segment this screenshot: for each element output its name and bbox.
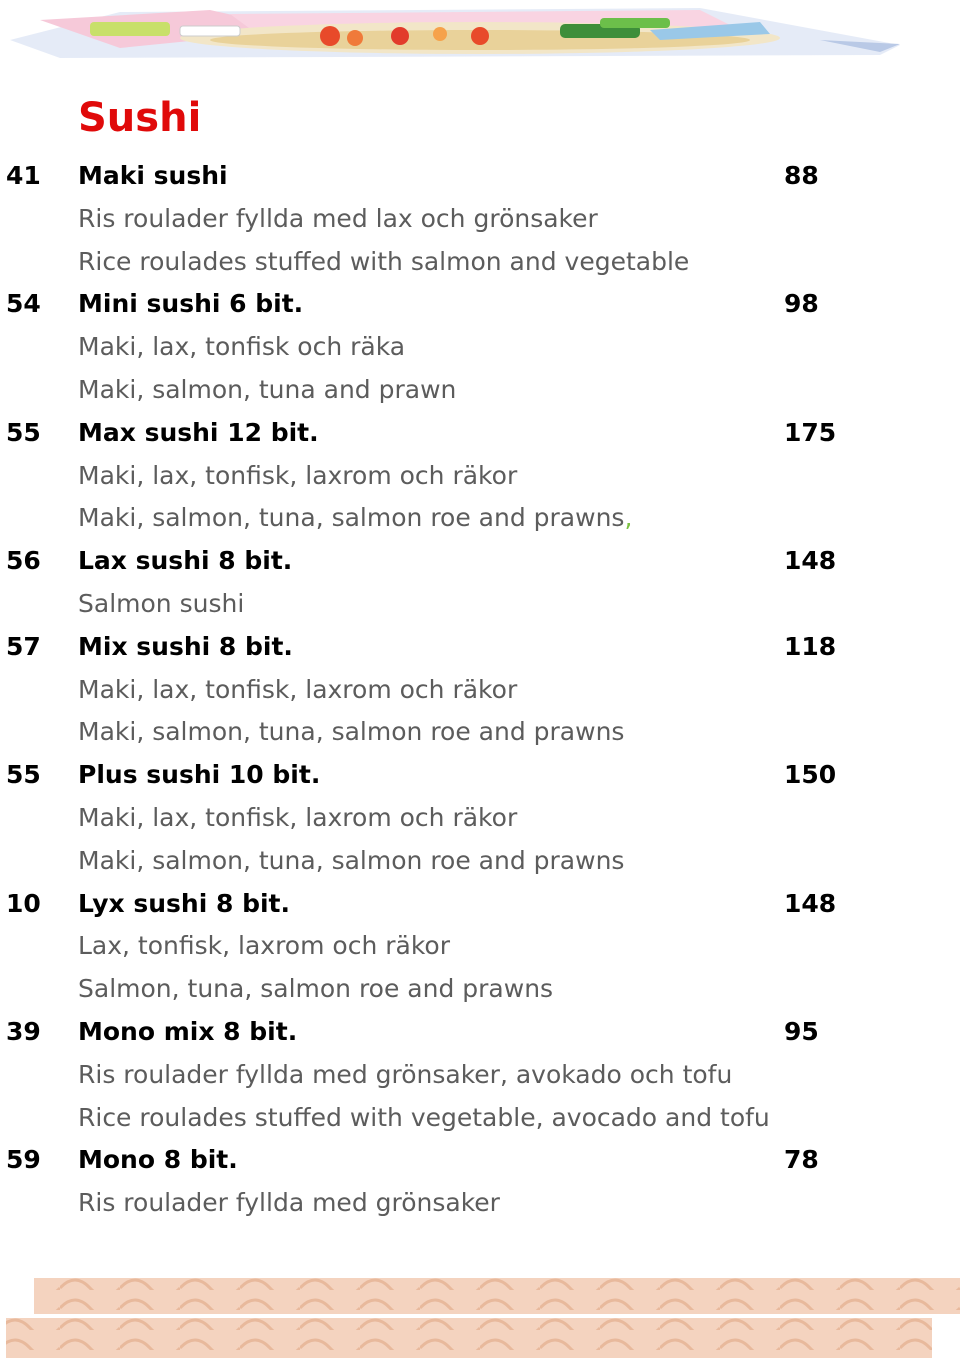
description-text: Maki, lax, tonfisk, laxrom och räkor [78, 674, 518, 704]
menu-item [0, 412, 960, 540]
item-name: Maki sushi [78, 161, 228, 190]
menu-item-description-line [0, 925, 960, 968]
item-number: 55 [6, 760, 41, 790]
menu-item-description-line [0, 840, 960, 883]
menu-item-description-line [0, 1182, 960, 1225]
description-text: Salmon, tuna, salmon roe and prawns [78, 974, 554, 1004]
item-description-swedish [78, 797, 517, 840]
description-text: Maki, salmon, tuna, salmon roe and prawns [78, 845, 625, 875]
menu-item-header [0, 883, 960, 926]
menu-item-description-line [0, 497, 960, 540]
menu-item-description-line [0, 669, 960, 712]
item-number: 41 [6, 161, 41, 190]
menu-item-description-line [0, 797, 960, 840]
item-price: 88 [784, 161, 819, 190]
item-description-swedish [78, 925, 450, 968]
menu-item-description-line [0, 1097, 960, 1140]
item-price: 148 [784, 546, 837, 576]
bottom-wave-pattern-image [0, 1270, 960, 1360]
item-number: 59 [6, 1145, 41, 1175]
description-text: Ris roulader fyllda med grönsaker [78, 1188, 500, 1218]
description-text: Maki, salmon, tuna and prawn [78, 374, 457, 404]
menu-item [0, 1139, 960, 1225]
item-name: Lax sushi 8 bit. [78, 546, 293, 576]
item-price: 98 [784, 289, 819, 319]
menu-item-header [0, 412, 960, 455]
item-description-english [78, 1097, 770, 1140]
item-price: 118 [784, 631, 837, 661]
item-price: 175 [784, 417, 837, 447]
menu-item-description-line [0, 369, 960, 412]
menu-item-description-line [0, 711, 960, 754]
item-description-english [78, 369, 456, 412]
item-description-swedish [78, 326, 405, 369]
item-description-swedish [78, 198, 598, 241]
item-number: 39 [6, 1016, 41, 1046]
item-name: Plus sushi 10 bit. [78, 760, 321, 790]
description-text: Lax, tonfisk, laxrom och räkor [78, 931, 450, 961]
item-number: 54 [6, 289, 41, 319]
menu-item-header [0, 754, 960, 797]
menu-item [0, 155, 960, 283]
item-name: Lyx sushi 8 bit. [78, 888, 290, 918]
description-text: Maki, lax, tonfisk, laxrom och räkor [78, 460, 518, 490]
menu-item-description-line [0, 326, 960, 369]
item-description-swedish [78, 455, 517, 498]
description-text: Rice roulades stuffed with vegetable, avocado and tofu [78, 1102, 770, 1132]
menu-item-header [0, 283, 960, 326]
menu-item [0, 883, 960, 1011]
item-name: Max sushi 12 bit. [78, 417, 319, 447]
menu-item [0, 1011, 960, 1139]
item-number: 56 [6, 546, 41, 576]
menu-item-description-line [0, 198, 960, 241]
description-text: Maki, salmon, tuna, salmon roe and prawns [78, 503, 625, 533]
item-description-english [78, 711, 624, 754]
menu-item-description-line [0, 455, 960, 498]
item-number: 57 [6, 631, 41, 661]
item-price: 148 [784, 888, 837, 918]
menu-list [0, 155, 960, 1225]
description-text: Maki, lax, tonfisk och räka [78, 332, 406, 362]
description-text: Ris roulader fyllda med lax och grönsaker [78, 203, 598, 233]
description-text: Ris roulader fyllda med grönsaker, avokado och tofu [78, 1059, 733, 1089]
item-description-english [78, 840, 624, 883]
menu-item-description-line [0, 241, 960, 284]
item-price: 78 [784, 1145, 819, 1175]
menu-item-header [0, 1139, 960, 1182]
menu-item-description-line [0, 583, 960, 626]
item-name: Mix sushi 8 bit. [78, 631, 293, 661]
item-price: 150 [784, 760, 837, 790]
menu-item-header [0, 1011, 960, 1054]
menu-item [0, 754, 960, 882]
menu-item-header [0, 540, 960, 583]
item-name: Mono mix 8 bit. [78, 1016, 298, 1046]
description-text: Maki, salmon, tuna, salmon roe and prawns [78, 717, 625, 747]
menu-item-header [0, 626, 960, 669]
item-name: Mini sushi 6 bit. [78, 289, 304, 319]
item-name: Mono 8 bit. [78, 1145, 238, 1175]
description-text: Maki, lax, tonfisk, laxrom och räkor [78, 802, 518, 832]
item-description-swedish [78, 1054, 732, 1097]
description-text: Rice roulades stuffed with salmon and vegetable [78, 246, 690, 276]
section-title: Sushi [78, 95, 202, 141]
menu-item [0, 540, 960, 626]
item-description-english [78, 583, 244, 626]
item-number: 55 [6, 417, 41, 447]
item-description-english [78, 968, 553, 1011]
item-description-swedish [78, 1182, 500, 1225]
item-price: 95 [784, 1016, 819, 1046]
menu-item-description-line [0, 968, 960, 1011]
menu-item [0, 283, 960, 411]
item-description-english [78, 497, 632, 540]
item-number: 10 [6, 888, 41, 918]
item-description-swedish [78, 669, 517, 712]
item-description-english [78, 241, 689, 284]
description-suffix: , [624, 503, 633, 533]
menu-item-header [0, 155, 960, 198]
top-food-banner-image [0, 0, 960, 70]
description-text: Salmon sushi [78, 588, 245, 618]
menu-item-description-line [0, 1054, 960, 1097]
menu-item [0, 626, 960, 754]
